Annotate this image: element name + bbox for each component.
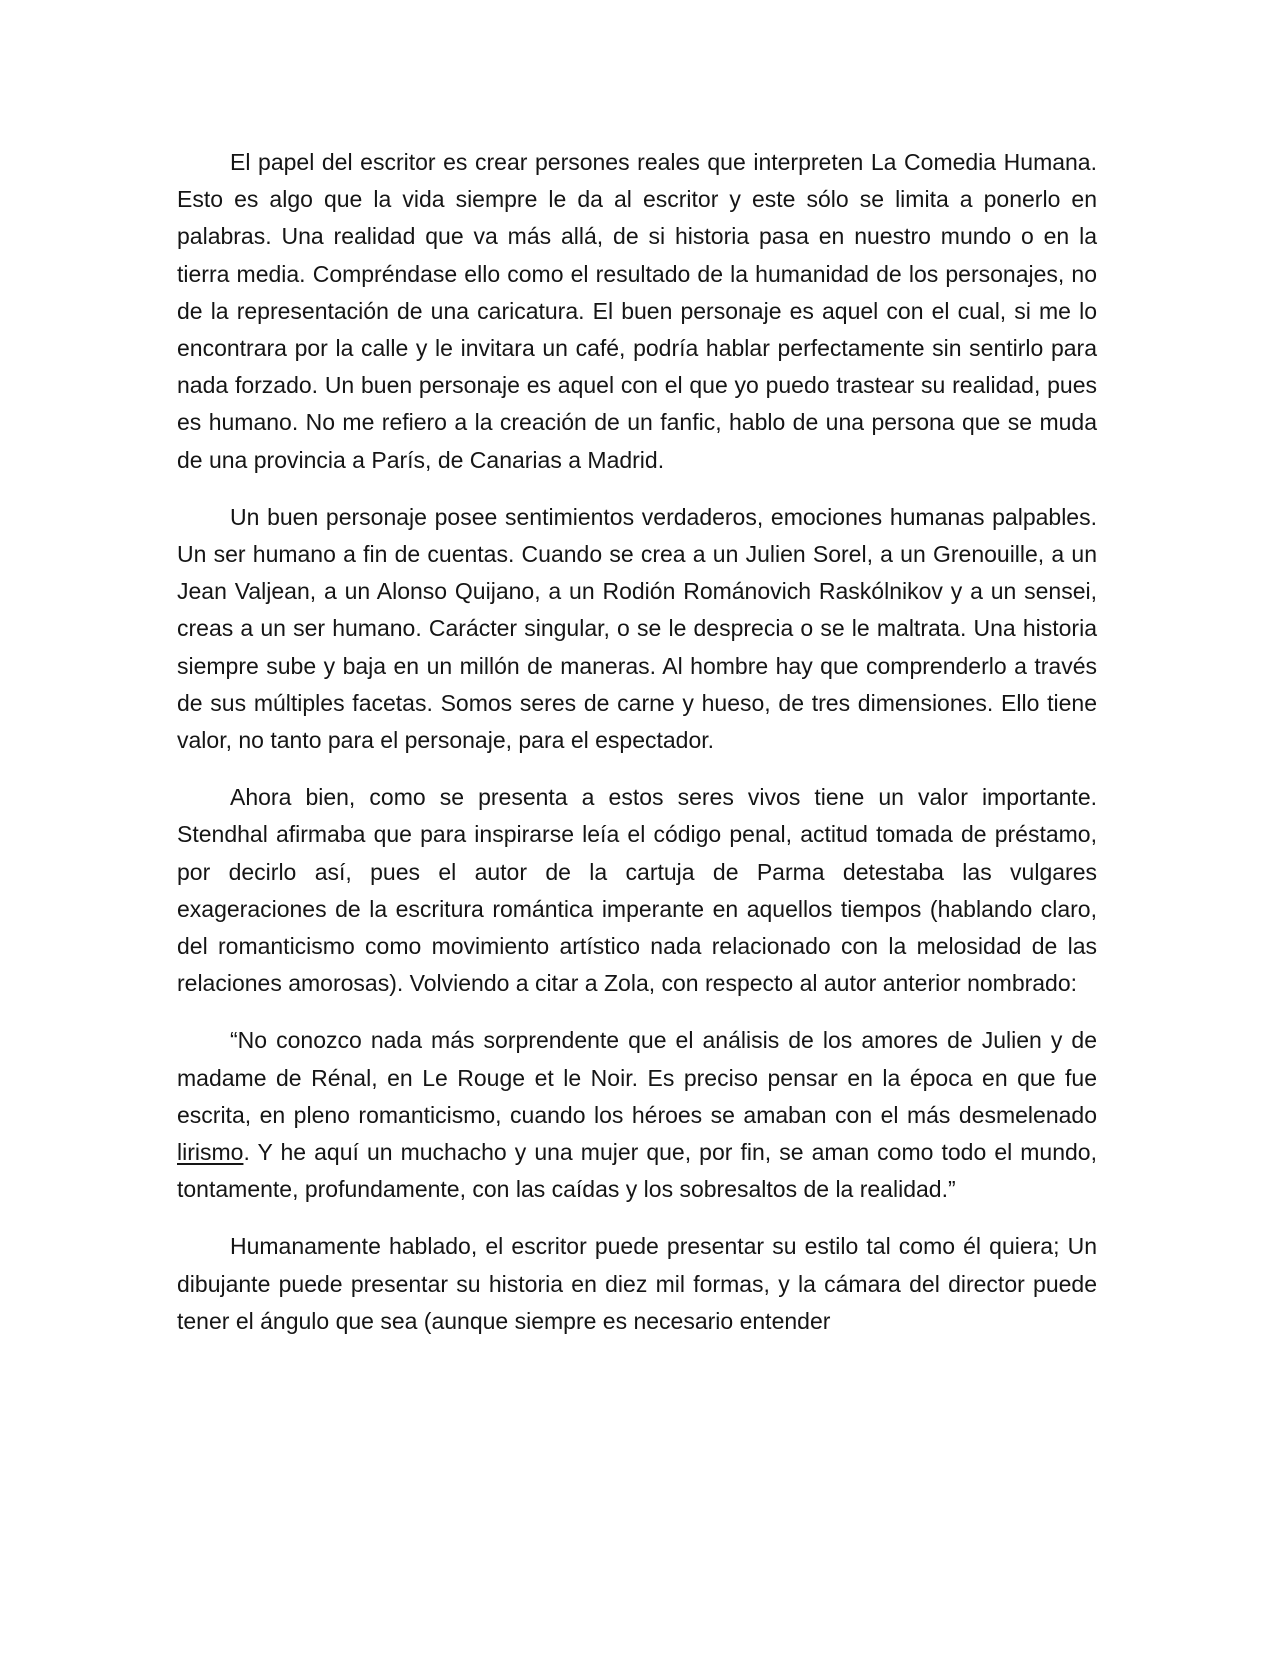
paragraph-1: El papel del escritor es crear persones reales que interpreten La Comedia Humana. Esto es algo que la vida siempre le da al escritor y este sólo se limita a ponerlo en palabras. Una realidad que va más allá, de si historia pasa en nuestro mundo o en la tierra media. Compréndase ello como el resultado de la humanidad de los personajes, no de la representación de una caricatura. El buen personaje es aquel con el cual, si me lo encontrara por la calle y le invitara un café, podría hablar perfectamente sin sentirlo para nada forzado. Un buen personaje es aquel con el que yo puedo trastear su realidad, pues es humano. No me refiero a la creación de un fanfic, hablo de una persona que se muda de una provincia a París, de Canarias a Madrid. [177, 149, 1097, 473]
quote-text-end: . Y he aquí un muchacho y una mujer que, por fin, se aman como todo el mundo, tontamente, profundamente, con las caídas y los sobresaltos de la realidad.” [177, 1139, 1097, 1203]
quote-text-start: “No conozco nada más sorprendente que el análisis de los amores de Julien y de madame de Rénal, en Le Rouge et le Noir. Es preciso pensar en la época en que fue escrita, en pleno romanticismo, cuando los héroes se amaban con el más desmelenado [177, 1027, 1097, 1128]
paragraph-5: Humanamente hablado, el escritor puede presentar su estilo tal como él quiera; Un dibujante puede presentar su historia en diez mil formas, y la cámara del director puede tener el ángulo que sea (aunque siempre es necesario entender [177, 1233, 1097, 1334]
lirismo-link[interactable]: lirismo [177, 1139, 244, 1166]
quote-paragraph [177, 1022, 1097, 1208]
paragraph-2: Un buen personaje posee sentimientos verdaderos, emociones humanas palpables. Un ser humano a fin de cuentas. Cuando se crea a un Julien Sorel, a un Grenouille, a un Jean Valjean, a un Alonso Quijano, a un Rodión Románovich Raskólnikov y a un sensei, creas a un ser humano. Carácter singular, o se le desprecia o se le maltrata. Una historia siempre sube y baja en un millón de maneras. Al hombre hay que comprenderlo a través de sus múltiples facetas. Somos seres de carne y hueso, de tres dimensiones. Ello tiene valor, no tanto para el personaje, para el espectador. [177, 503, 1097, 754]
paragraph-3: Ahora bien, como se presenta a estos seres vivos tiene un valor importante. Stendhal afirmaba que para inspirarse leía el código penal, actitud tomada de préstamo, por decirlo así, pues el autor de la cartuja de Parma detestaba las vulgares exageraciones de la escritura romántica imperante en aquellos tiempos (hablando claro, del romanticismo como movimiento artístico nada relacionado con la melosidad de las relaciones amorosas). Volviendo a citar a Zola, con respecto al autor anterior nombrado: [177, 784, 1097, 997]
document-page [177, 144, 1097, 1360]
